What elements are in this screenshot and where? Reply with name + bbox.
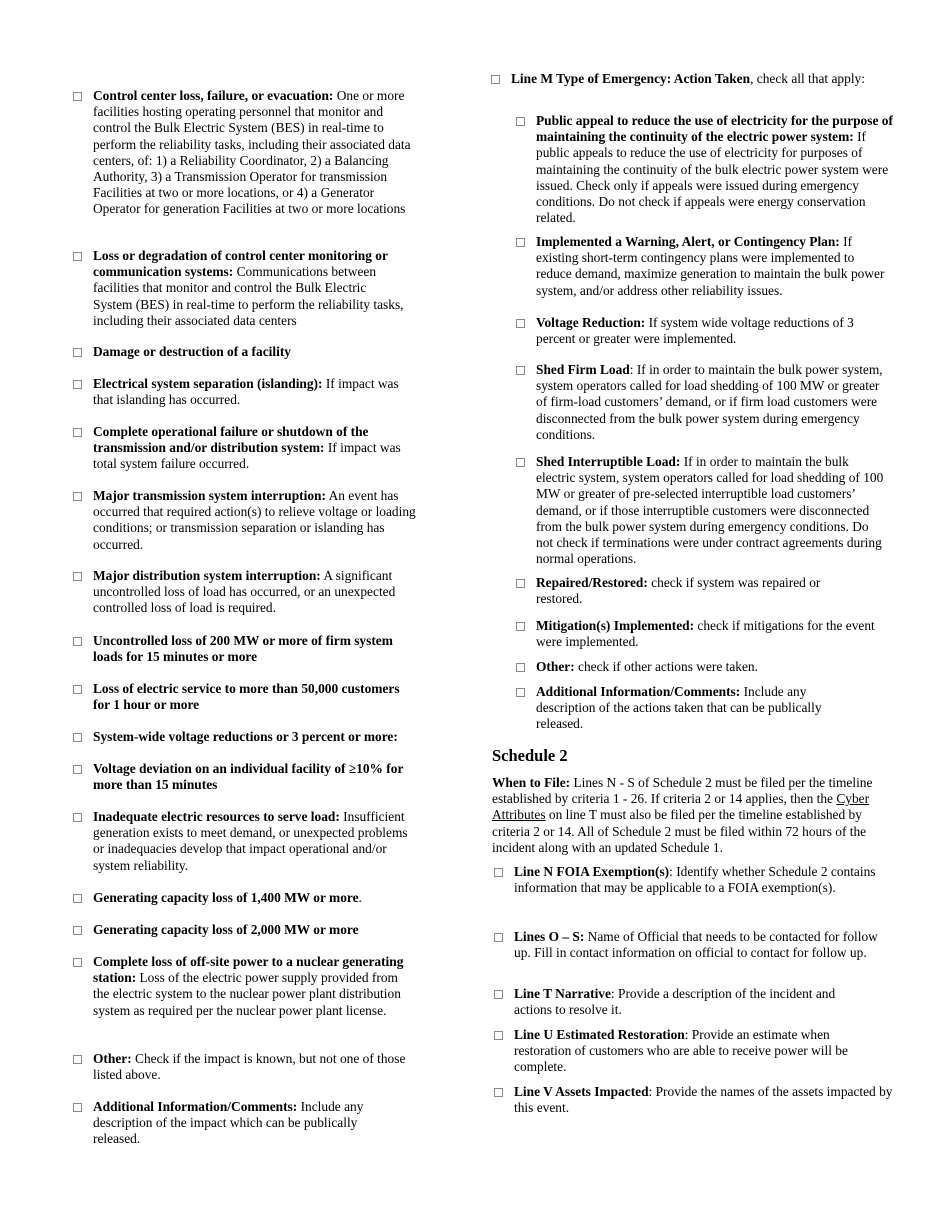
cyber-attributes-link[interactable]: Cyber Attributes	[492, 791, 870, 823]
impact-item[interactable]: Generating capacity loss of 2,000 MW or more	[93, 922, 418, 938]
impact-item[interactable]: Additional Information/Comments: Include any description of the impact which can be publically released.	[93, 1099, 383, 1148]
checkbox[interactable]	[494, 868, 503, 877]
checkbox[interactable]	[516, 688, 525, 697]
checkbox[interactable]	[73, 92, 82, 101]
action-item[interactable]: Additional Information/Comments: Include any description of the actions taken that can be publically released.	[536, 684, 856, 733]
impact-item[interactable]: Loss or degradation of control center monitoring or communication systems: Communications between facilities that monitor and control the Bulk Electric System (BES) in real-time to perform the reliability tasks, including their associated data centers	[93, 248, 408, 329]
checkbox[interactable]	[73, 637, 82, 646]
impact-item[interactable]: Voltage deviation on an individual facility of ≥10% for more than 15 minutes	[93, 761, 408, 793]
checkbox[interactable]	[516, 579, 525, 588]
checkbox[interactable]	[494, 990, 503, 999]
checkbox[interactable]	[516, 319, 525, 328]
impact-item[interactable]: Complete operational failure or shutdown of the transmission and/or distribution system: If impact was total system failure occurred.	[93, 424, 408, 473]
action-item[interactable]: Public appeal to reduce the use of electricity for the purpose of maintaining the continuity of the electric power system: If public appeals to reduce the use of electricity for purposes of maintaining the continuity of the bulk electric power system were issued. Check only if appeals were issued during emergency conditions. Do not check if appeals were energy conservation related.	[536, 113, 898, 226]
impact-item[interactable]: Loss of electric service to more than 50,000 customers for 1 hour or more	[93, 681, 418, 713]
checkbox[interactable]	[494, 1088, 503, 1097]
impact-item[interactable]: Major distribution system interruption: A significant uncontrolled loss of load has occurred, or an unexpected controlled loss of load is required.	[93, 568, 418, 617]
checkbox[interactable]	[516, 238, 525, 247]
impact-item[interactable]: Uncontrolled loss of 200 MW or more of firm system loads for 15 minutes or more	[93, 633, 418, 665]
impact-item[interactable]: Electrical system separation (islanding): If impact was that islanding has occurred.	[93, 376, 418, 408]
checkbox[interactable]	[73, 1055, 82, 1064]
checkbox[interactable]	[73, 894, 82, 903]
schedule-2-heading: Schedule 2	[492, 746, 568, 765]
checkbox[interactable]	[73, 572, 82, 581]
impact-item[interactable]: Generating capacity loss of 1,400 MW or more.	[93, 890, 418, 906]
schedule-2-item[interactable]: Line T Narrative: Provide a description of the incident and actions to resolve it.	[514, 986, 869, 1018]
action-item[interactable]: Shed Interruptible Load: If in order to maintain the bulk electric system, system operators called for load shedding of 100 MW or greater of pre-selected interruptible load customers’ demand, or if those interruptible customers were disconnected from the bulk power system during emergency conditions. Do not check if terminations were under contract agreements during normal operations.	[536, 454, 886, 567]
schedule-2-item[interactable]: Line V Assets Impacted: Provide the names of the assets impacted by this event.	[514, 1084, 909, 1116]
impact-item[interactable]: Inadequate electric resources to serve load: Insufficient generation exists to meet demand, or unexpected problems or inadequacies develop that impact operational and/or system reliability.	[93, 809, 408, 874]
schedule-2-item[interactable]: Lines O – S: Name of Official that needs to be contacted for follow up. Fill in contact information on official to contact for follow up.	[514, 929, 879, 961]
checkbox[interactable]	[516, 622, 525, 631]
schedule-2-item[interactable]: Line U Estimated Restoration: Provide an estimate when restoration of customers who are able to receive power will be complete.	[514, 1027, 879, 1076]
impact-item[interactable]: System-wide voltage reductions or 3 percent or more:	[93, 729, 418, 745]
checkbox[interactable]	[73, 813, 82, 822]
action-item[interactable]: Repaired/Restored: check if system was repaired or restored.	[536, 575, 856, 607]
action-item[interactable]: Voltage Reduction: If system wide voltage reductions of 3 percent or greater were implemented.	[536, 315, 886, 347]
impact-item[interactable]: Damage or destruction of a facility	[93, 344, 418, 360]
checkbox[interactable]	[73, 492, 82, 501]
checkbox[interactable]	[73, 765, 82, 774]
checkbox[interactable]	[516, 117, 525, 126]
checkbox[interactable]	[73, 380, 82, 389]
checkbox[interactable]	[73, 958, 82, 967]
action-item[interactable]: Mitigation(s) Implemented: check if mitigations for the event were implemented.	[536, 618, 876, 650]
checkbox[interactable]	[491, 75, 500, 84]
impact-item[interactable]: Complete loss of off-site power to a nuclear generating station: Loss of the electric power supply provided from the electric system to the nuclear power plant distribution system as required per the nuclear power plant license.	[93, 954, 408, 1019]
checkbox[interactable]	[494, 933, 503, 942]
impact-item[interactable]: Other: Check if the impact is known, but not one of those listed above.	[93, 1051, 428, 1083]
checkbox[interactable]	[73, 252, 82, 261]
schedule-2-item[interactable]: Line N FOIA Exemption(s): Identify whether Schedule 2 contains information that may be applicable to a FOIA exemption(s).	[514, 864, 879, 896]
impact-item[interactable]: Control center loss, failure, or evacuation: One or more facilities hosting operating personnel that monitor and control the Bulk Electric System (BES) in real-time to perform the reliability tasks, including their associated data centers, of: 1) a Reliability Coordinator, 2) a Balancing Authority, 3) a Transmission Operator for transmission Facilities at two or more locations, or 4) a Generator Operator for generation Facilities at two or more locations	[93, 88, 418, 218]
checkbox[interactable]	[516, 366, 525, 375]
checkbox[interactable]	[494, 1031, 503, 1040]
checkbox[interactable]	[73, 348, 82, 357]
impact-item[interactable]: Major transmission system interruption: An event has occurred that required action(s) to relieve voltage or loading conditions; or transmission separation or islanding has occurred.	[93, 488, 418, 553]
checkbox[interactable]	[73, 685, 82, 694]
action-item[interactable]: Other: check if other actions were taken.	[536, 659, 876, 675]
action-item[interactable]: Shed Firm Load: If in order to maintain the bulk power system, system operators called for load shedding of 100 MW or greater of firm-load customers’ demand, or if firm load customers were disconnected from the bulk power system during emergency conditions.	[536, 362, 891, 443]
line-m-item[interactable]: Line M Type of Emergency: Action Taken, check all that apply:	[511, 71, 881, 87]
action-item[interactable]: Implemented a Warning, Alert, or Contingency Plan: If existing short-term contingency plans were implemented to reduce demand, maximize generation to maintain the bulk power system, and/or address other reliability issues.	[536, 234, 886, 299]
checkbox[interactable]	[73, 428, 82, 437]
checkbox[interactable]	[73, 926, 82, 935]
checkbox[interactable]	[516, 458, 525, 467]
when-to-file-paragraph: When to File: Lines N - S of Schedule 2 must be filed per the timeline established by criteria 1 - 26. If criteria 2 or 14 applies, then the Cyber Attributes on line T must also be filed per the timeline established by criteria 2 or 14. All of Schedule 2 must be filed within 72 hours of the incident along with an updated Schedule 1.	[492, 775, 873, 855]
checkbox[interactable]	[516, 663, 525, 672]
checkbox[interactable]	[73, 1103, 82, 1112]
checkbox[interactable]	[73, 733, 82, 742]
